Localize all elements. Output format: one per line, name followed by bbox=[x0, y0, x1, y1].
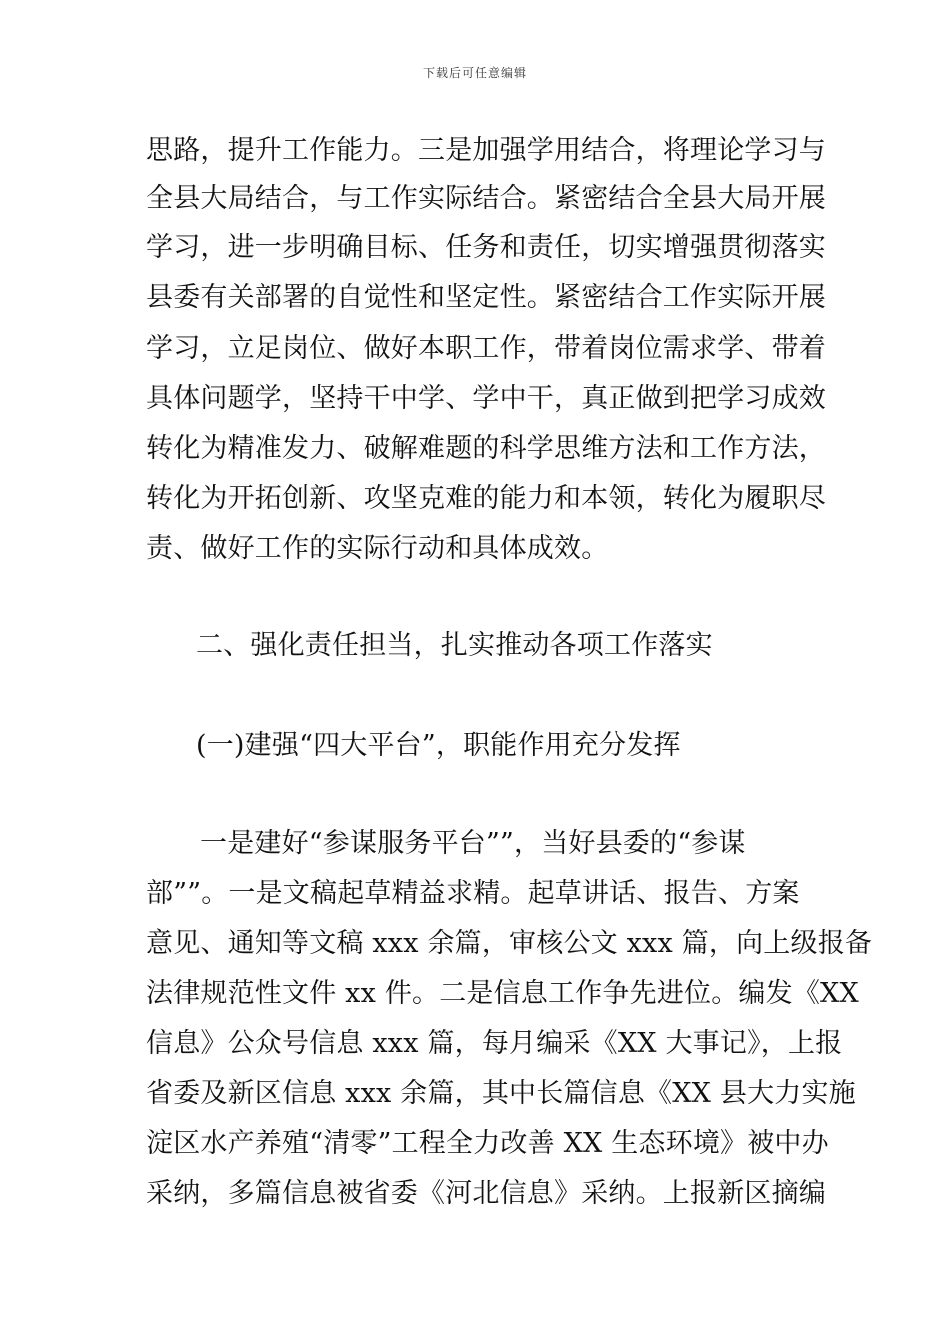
text-line: 淀区水产养殖“清零”工程全力改善 XX 生态环境》被中办 bbox=[146, 1128, 829, 1159]
text-line: 采纳，多篇信息被省委《河北信息》采纳。上报新区摘编 bbox=[146, 1178, 826, 1209]
text-line: 省委及新区信息 xxx 余篇，其中长篇信息《XX 县大力实施 bbox=[146, 1078, 856, 1109]
subsection-heading: (一)建强“四大平台”，职能作用充分发挥 bbox=[196, 730, 681, 761]
text-line: 责、做好工作的实际行动和具体成效。 bbox=[146, 533, 609, 564]
section-heading: 二、强化责任担当，扎实推动各项工作落实 bbox=[196, 630, 713, 661]
text-line: 全县大局结合，与工作实际结合。紧密结合全县大局开展 bbox=[146, 183, 826, 214]
text-line: 县委有关部署的自觉性和坚定性。紧密结合工作实际开展 bbox=[146, 282, 826, 313]
text-line: 部””。一是文稿起草精益求精。起草讲话、报告、方案 bbox=[146, 878, 800, 909]
text-line: 具体问题学，坚持干中学、学中干，真正做到把学习成效 bbox=[146, 383, 826, 414]
text-line: 学习，进一步明确目标、任务和责任，切实增强贯彻落实 bbox=[146, 232, 826, 263]
text-line: 转化为精准发力、破解难题的科学思维方法和工作方法， bbox=[146, 433, 826, 464]
text-line: 一是建好“参谋服务平台””，当好县委的“参谋 bbox=[200, 828, 746, 859]
page-header: 下载后可任意编辑 bbox=[422, 66, 527, 80]
text-line: 转化为开拓创新、攻坚克难的能力和本领，转化为履职尽 bbox=[146, 483, 826, 514]
text-line: 法律规范性文件 xx 件。二是信息工作争先进位。编发《XX bbox=[146, 978, 859, 1009]
text-line: 思路，提升工作能力。三是加强学用结合，将理论学习与 bbox=[146, 135, 826, 166]
text-line: 学习，立足岗位、做好本职工作，带着岗位需求学、带着 bbox=[146, 333, 826, 364]
text-line: 信息》公众号信息 xxx 篇，每月编采《XX 大事记》，上报 bbox=[146, 1028, 843, 1059]
text-line: 意见、通知等文稿 xxx 余篇，审核公文 xxx 篇，向上级报备 bbox=[146, 928, 873, 959]
